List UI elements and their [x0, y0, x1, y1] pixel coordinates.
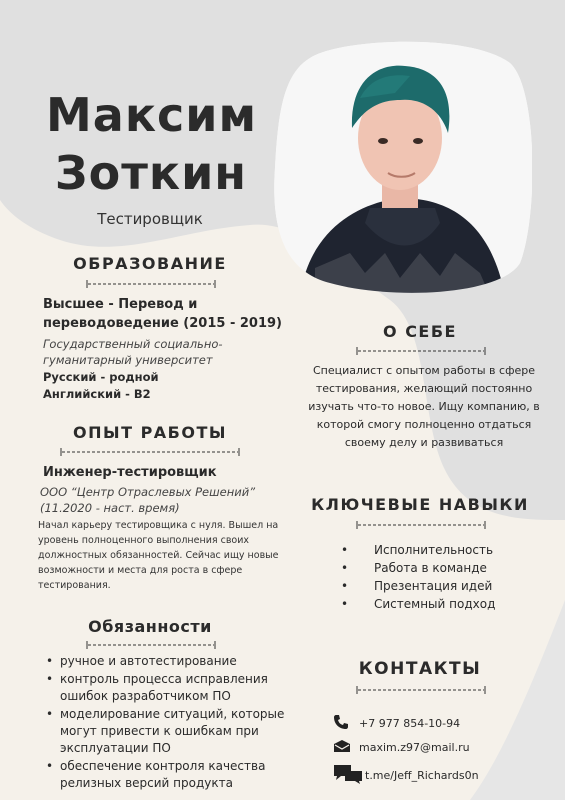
contact-telegram[interactable]: [333, 763, 479, 788]
experience-company: ООО “Центр Отраслевых Решений” (11.2020 - наст. время): [40, 485, 256, 515]
email-address[interactable]: maxim.z97@mail.ru: [359, 741, 470, 754]
duties-list: [46, 653, 296, 793]
telegram-link[interactable]: t.me/Jeff_Richards0n: [365, 769, 479, 782]
experience-position: Инженер-тестировщик: [43, 465, 217, 480]
education-divider: [86, 278, 216, 290]
experience-divider: [60, 446, 240, 458]
duties-divider: [86, 639, 216, 651]
skill-item: • Исполнительность: [341, 541, 541, 559]
last-name: Зоткин: [54, 146, 248, 200]
skill-item: • Презентация идей: [341, 577, 541, 595]
skills-divider: [356, 519, 486, 531]
skills-list: [341, 541, 541, 613]
experience-description: Начал карьеру тестировщика с нуля. Вышел на уровень полноценного выполнения своих должностных обязанностей. Сейчас ищу новые возможности и места для роста в сфере тестирования.: [38, 520, 279, 591]
contacts-divider: [356, 684, 486, 696]
education-degree: Высшее - Перевод и переводоведение (2015 - 2019): [43, 297, 282, 331]
contact-email[interactable]: [333, 739, 470, 756]
skill-item: • Системный подход: [341, 595, 541, 613]
first-name: Максим: [46, 88, 258, 142]
phone-icon: [333, 714, 359, 733]
full-name: [46, 86, 256, 202]
contacts-heading: КОНТАКТЫ: [358, 659, 482, 679]
mail-icon: [333, 739, 359, 756]
about-heading: О СЕБЕ: [383, 322, 457, 341]
list-item: • ручное и автотестирование: [46, 653, 296, 670]
chat-icon: [333, 763, 365, 788]
duties-heading: Обязанности: [88, 617, 212, 636]
profile-photo: [270, 38, 532, 296]
job-title: Тестировщик: [97, 210, 203, 228]
languages: [43, 369, 293, 403]
contact-phone[interactable]: [333, 714, 460, 733]
skills-heading: КЛЮЧЕВЫЕ НАВЫКИ: [311, 495, 529, 514]
about-text: Специалист с опытом работы в сфере тестирования, желающий постоянно изучать что-то новое. Ищу компанию, в которой смогу полноценно отдаться своему делу и развиваться: [308, 364, 540, 449]
phone-number[interactable]: +7 977 854-10-94: [359, 717, 461, 730]
education-heading: ОБРАЗОВАНИЕ: [73, 254, 227, 273]
list-item: • обеспечение контроля качества релизных версий продукта: [46, 758, 296, 792]
experience-heading: ОПЫТ РАБОТЫ: [73, 423, 227, 442]
skill-item: • Работа в команде: [341, 559, 541, 577]
list-item: • контроль процесса исправления ошибок разработчиком ПО: [46, 671, 296, 705]
list-item: • моделирование ситуаций, которые могут привести к ошибкам при эксплуатации ПО: [46, 706, 296, 757]
language-russian: Русский - родной: [43, 370, 159, 384]
language-english: Английский - B2: [43, 387, 151, 401]
about-divider: [356, 345, 486, 357]
education-university: Государственный социально- гуманитарный университет: [43, 337, 223, 367]
